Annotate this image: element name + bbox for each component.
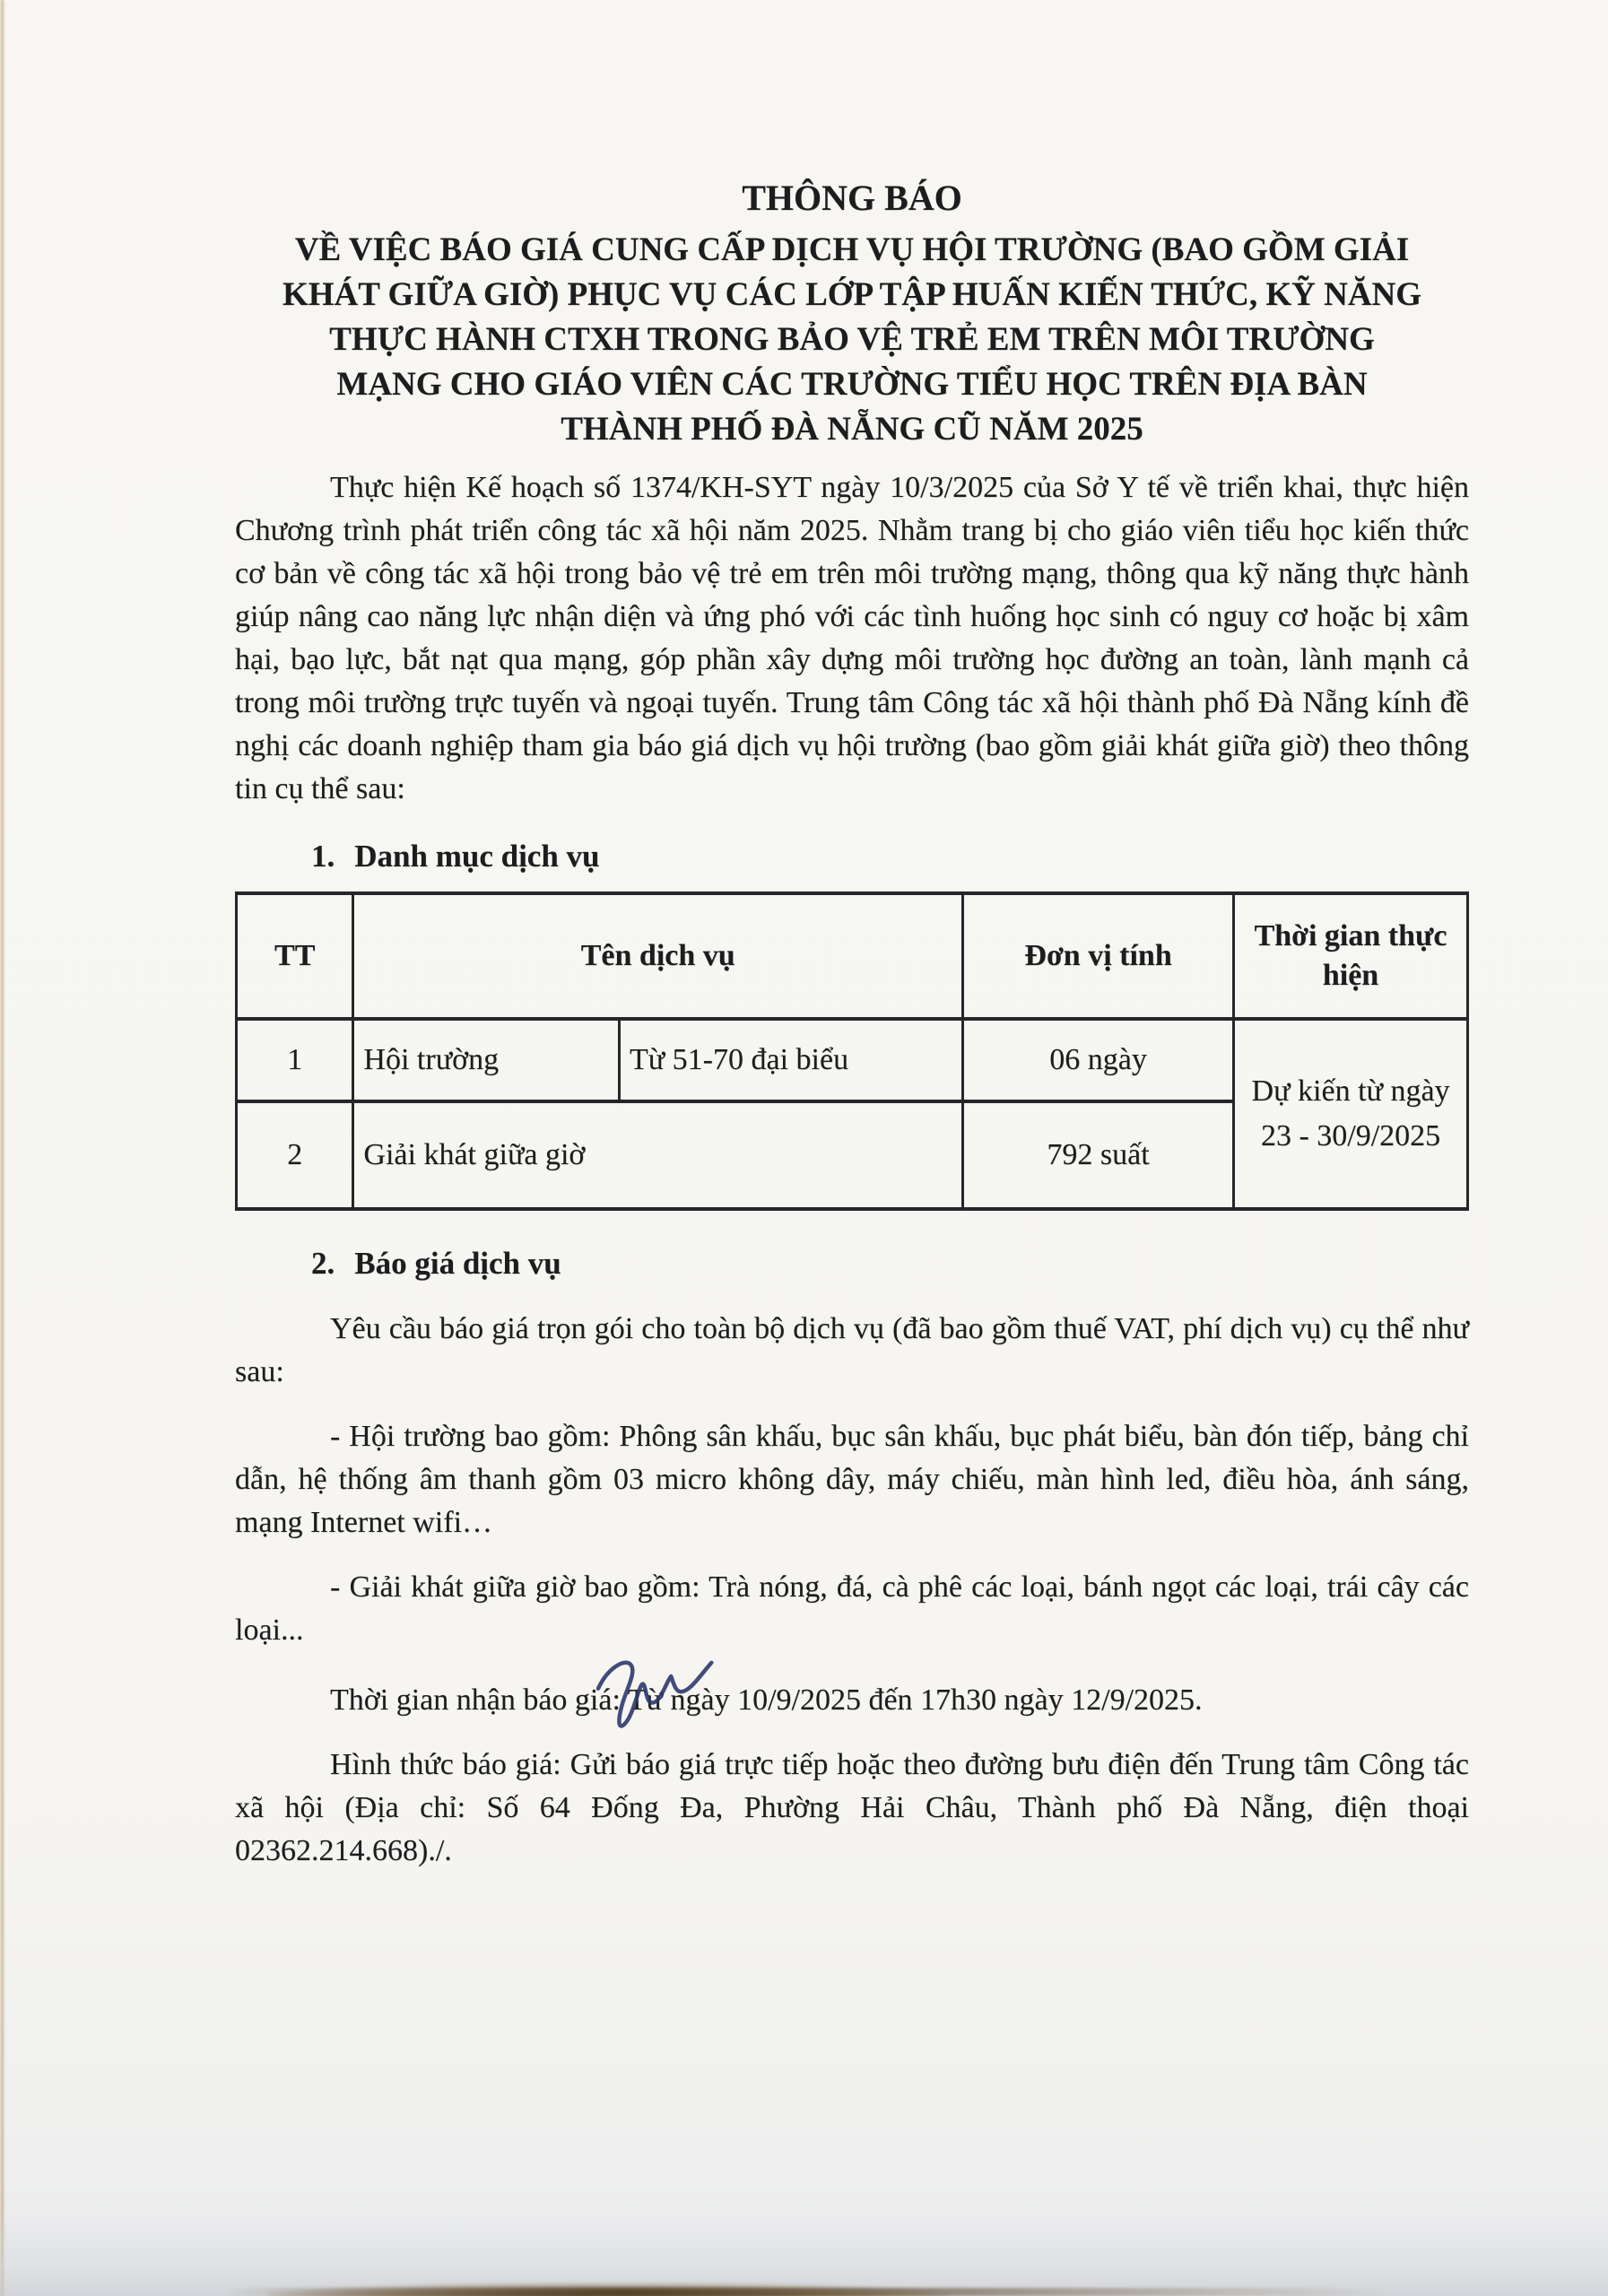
row1-unit: 06 ngày [963, 1019, 1234, 1101]
hall-includes-paragraph: - Hội trường bao gồm: Phông sân khấu, bục sân khấu, bục phát biểu, bàn đón tiếp, bảng chỉ dẫn, hệ thống âm thanh gồm 03 micro không dây, máy chiếu, màn hình led, điều hòa, ánh sáng, mạng Internet wifi… [235, 1420, 1469, 1539]
subject-line-1: VỀ VIỆC BÁO GIÁ CUNG CẤP DỊCH VỤ HỘI TRƯỜNG (BAO GỒM GIẢI [294, 231, 1410, 268]
section-2-heading [311, 1241, 1469, 1286]
row2-unit: 792 suất [963, 1101, 1234, 1209]
row2-tt: 2 [237, 1101, 353, 1209]
row2-service: Giải khát giữa giờ [353, 1101, 963, 1209]
header-cell-time: Thời gian thực hiện [1234, 893, 1468, 1019]
section-1-heading [311, 834, 1469, 879]
scan-edge-left-line [2, 0, 4, 2296]
header-cell-unit: Đơn vị tính [963, 893, 1234, 1019]
handwritten-initial [589, 1649, 730, 1748]
row1-detail: Từ 51-70 đại biểu [619, 1019, 962, 1101]
section-1-title: Danh mục dịch vụ [354, 839, 600, 874]
header-cell-service: Tên dịch vụ [353, 893, 963, 1019]
signature-ink-icon [589, 1649, 730, 1748]
time-merged-cell: Dự kiến từ ngày 23 - 30/9/2025 [1234, 1019, 1468, 1209]
scan-bottom-edge-dark [269, 2283, 951, 2296]
section-2-number: 2. [311, 1246, 335, 1281]
table-header-row [237, 893, 1468, 1019]
section-2-title: Báo giá dịch vụ [354, 1246, 561, 1281]
deadline-paragraph: Thời gian nhận báo giá: Từ ngày 10/9/2025 đến 17h30 ngày 12/9/2025. [330, 1683, 1203, 1717]
subject-line-2: KHÁT GIỮA GIỜ) PHỤC VỤ CÁC LỚP TẬP HUẤN KIẾN THỨC, KỸ NĂNG [282, 276, 1422, 313]
section-1-number: 1. [311, 839, 335, 874]
intro-paragraph: Thực hiện Kế hoạch số 1374/KH-SYT ngày 10/3/2025 của Sở Y tế về triển khai, thực hiện Chương trình phát triển công tác xã hội năm 2025. Nhằm trang bị cho giáo viên tiểu học kiến thức cơ bản về công tác xã hội trong bảo vệ trẻ em trên môi trường mạng, thông qua kỹ năng thực hành giúp nâng cao năng lực nhận diện và ứng phó với các tình huống học sinh có nguy cơ hoặc bị xâm hại, bạo lực, bắt nạt qua mạng, góp phần xây dựng môi trường học đường an toàn, lành mạnh cả trong môi trường trực tuyến và ngoại tuyến. Trung tâm Công tác xã hội thành phố Đà Nẵng kính đề nghị các doanh nghiệp tham gia báo giá dịch vụ hội trường (bao gồm giải khát giữa giờ) theo thông tin cụ thể sau: [235, 471, 1469, 805]
refreshment-includes-paragraph: - Giải khát giữa giờ bao gồm: Trà nóng, đá, cà phê các loại, bánh ngọt các loại, trái cây các loại... [235, 1570, 1469, 1647]
row1-service: Hội trường [353, 1019, 620, 1101]
submission-paragraph: Hình thức báo giá: Gửi báo giá trực tiếp hoặc theo đường bưu điện đến Trung tâm Công tác xã hội (Địa chỉ: Số 64 Đống Đa, Phường Hải Châu, Thành phố Đà Nẵng, điện thoại 02362.214.668)./. [235, 1748, 1469, 1867]
services-table [235, 891, 1469, 1211]
header-cell-tt: TT [237, 893, 353, 1019]
subject-line-5: THÀNH PHỐ ĐÀ NẴNG CŨ NĂM 2025 [561, 411, 1143, 448]
document-body [235, 176, 1469, 1873]
row1-tt: 1 [237, 1019, 353, 1101]
document-type-title: THÔNG BÁO [742, 178, 962, 218]
document-subject [235, 228, 1469, 452]
subject-line-3: THỰC HÀNH CTXH TRONG BẢO VỆ TRẺ EM TRÊN MÔI TRƯỜNG [329, 321, 1375, 358]
table-row [237, 1019, 1468, 1101]
subject-line-4: MẠNG CHO GIÁO VIÊN CÁC TRƯỜNG TIỂU HỌC TRÊN ĐỊA BÀN [336, 366, 1368, 403]
quote-intro-paragraph: Yêu cầu báo giá trọn gói cho toàn bộ dịch vụ (đã bao gồm thuế VAT, phí dịch vụ) cụ thể như sau: [235, 1312, 1469, 1388]
